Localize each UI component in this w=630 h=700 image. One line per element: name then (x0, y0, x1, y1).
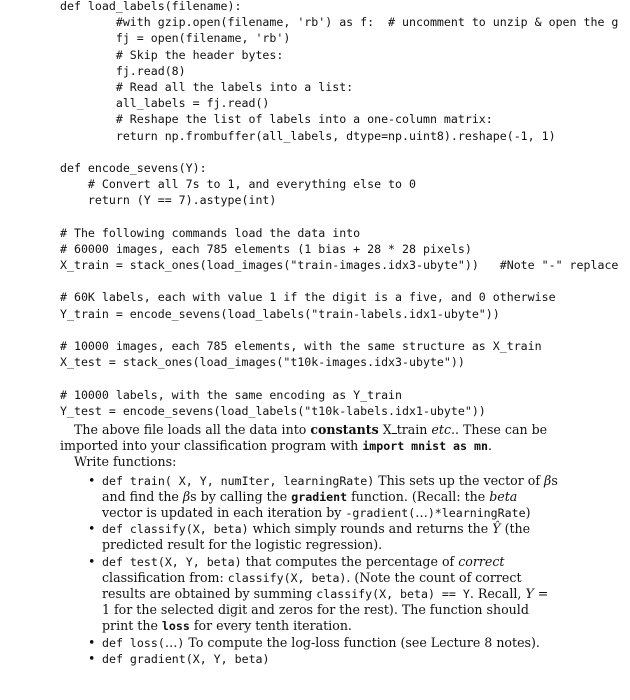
train-text-1: This sets up the vector of (374, 472, 545, 488)
code-line: X_train = stack_ones(load_images("train-images.idx3-ubyte")) #Note "-" replace (60, 258, 619, 272)
beta-symbol: β (544, 472, 552, 488)
intro-paragraph (60, 422, 560, 454)
test-loss-code: loss (161, 619, 190, 634)
code-line: fj.read(8) (60, 63, 186, 78)
intro-text-2: . These can be imported into your classification program with (60, 422, 548, 454)
list-item-gradient (102, 651, 560, 667)
code-line: Y_test = encode_sevens(load_labels("t10k-labels.idx1-ubyte")) (60, 403, 486, 418)
function-list (60, 473, 560, 667)
train-text-6: ) (525, 505, 531, 521)
beta-symbol: β (182, 488, 191, 504)
train-text-5: vector is updated in each iteration by (102, 505, 346, 521)
write-functions: Write functions: (74, 454, 177, 470)
loss-signature: def loss( (102, 635, 165, 650)
train-text-4: function. (Recall: the (347, 488, 490, 504)
list-item-loss (102, 635, 560, 651)
test-text-2: classification from: (102, 569, 228, 585)
code-line (60, 322, 618, 338)
code-line: # 60000 images, each 785 elements (1 bias + 28 * 28 pixels) (60, 241, 472, 256)
ellipsis: … (415, 505, 428, 521)
test-text-1: that computes the percentage of (241, 553, 459, 569)
loss-text: To compute the log-loss function (see Lecture 8 notes). (184, 634, 540, 650)
intro-import-code: import mnist as mn (362, 439, 488, 454)
train-gradient-code: gradient (291, 489, 348, 504)
code-line: return np.frombuffer(all_labels, dtype=np.uint8).reshape(-1, 1) (60, 128, 556, 143)
code-line (60, 273, 618, 289)
code-line: # 60K labels, each with value 1 if the digit is a five, and 0 otherwise (60, 290, 556, 305)
code-line: Y_train = encode_sevens(load_labels("train-labels.idx1-ubyte")) (60, 306, 500, 321)
test-text-4: . Recall, (469, 586, 526, 602)
test-code-1: classify(X, beta) (227, 570, 347, 585)
intro-etc: etc. (427, 422, 455, 437)
code-line: fj = open(filename, 'rb') (60, 31, 291, 46)
list-item-test (102, 554, 560, 635)
train-beta-emph: beta (489, 488, 518, 504)
y-hat-symbol: Ŷ (492, 521, 501, 537)
code-line (60, 370, 618, 386)
intro-bold-constants: constants (310, 422, 379, 437)
test-signature: def test(X, Y, beta) (102, 554, 242, 569)
ellipsis: … (164, 634, 178, 650)
code-line: # 10000 images, each 785 elements, with the same structure as X_train (60, 338, 542, 353)
y-symbol: Y (525, 586, 534, 602)
classify-signature: def classify(X, beta) (102, 522, 249, 537)
code-line (60, 208, 618, 224)
code-line (60, 144, 618, 160)
code-line: def load_labels(filename): (60, 0, 242, 13)
prose-section (60, 422, 560, 667)
code-line: return (Y == 7).astype(int) (60, 193, 277, 208)
test-correct-emph: correct (458, 553, 505, 569)
code-line: # 10000 labels, with the same encoding as Y_train (60, 387, 403, 402)
code-line: all_labels = fj.read() (60, 96, 270, 111)
train-text-3: s by calling the (190, 488, 292, 504)
test-code-2: classify(X, beta) == Y (316, 587, 470, 602)
intro-text: The above file loads all the data into (74, 422, 311, 437)
code-line: # Convert all 7s to 1, and everything else to 0 (60, 177, 416, 192)
intro-var-x: X (378, 422, 392, 437)
train-code-3: )*learningRate (427, 506, 526, 521)
test-text-5: = 1 for the selected digit and zeros for the rest). The function should print the (102, 586, 549, 634)
classify-text-1: which simply rounds and returns the (248, 521, 493, 537)
classify-text-2: (the predicted result for the logistic regression). (102, 521, 531, 553)
test-text-6: for every tenth iteration. (189, 618, 352, 634)
intro-period: . (487, 438, 492, 454)
train-text-2: s and find the (102, 472, 558, 504)
code-line: # Reshape the list of labels into a one-column matrix: (60, 112, 493, 127)
train-code-2: -gradient( (345, 506, 416, 521)
code-line: X_test = stack_ones(load_images("t10k-images.idx3-ubyte")) (60, 355, 465, 370)
code-line: # The following commands load the data into (60, 225, 361, 240)
code-line: #with gzip.open(filename, 'rb') as f: # uncomment to unzip & open the g (60, 15, 619, 30)
code-line: def encode_sevens(Y): (60, 160, 207, 175)
test-text-3: . (Note the count of correct results are obtained by summing (102, 569, 522, 602)
list-item-train (102, 473, 560, 522)
loss-signature-end: ) (177, 635, 185, 650)
code-line: # Read all the labels into a list: (60, 79, 354, 94)
intro-var-train: train (396, 422, 428, 437)
code-line: # Skip the header bytes: (60, 47, 284, 62)
gradient-signature: def gradient(X, Y, beta) (102, 651, 270, 666)
list-item-classify (102, 521, 560, 553)
train-signature: def train( X, Y, numIter, learningRate) (102, 473, 375, 488)
code-block (60, 0, 618, 419)
